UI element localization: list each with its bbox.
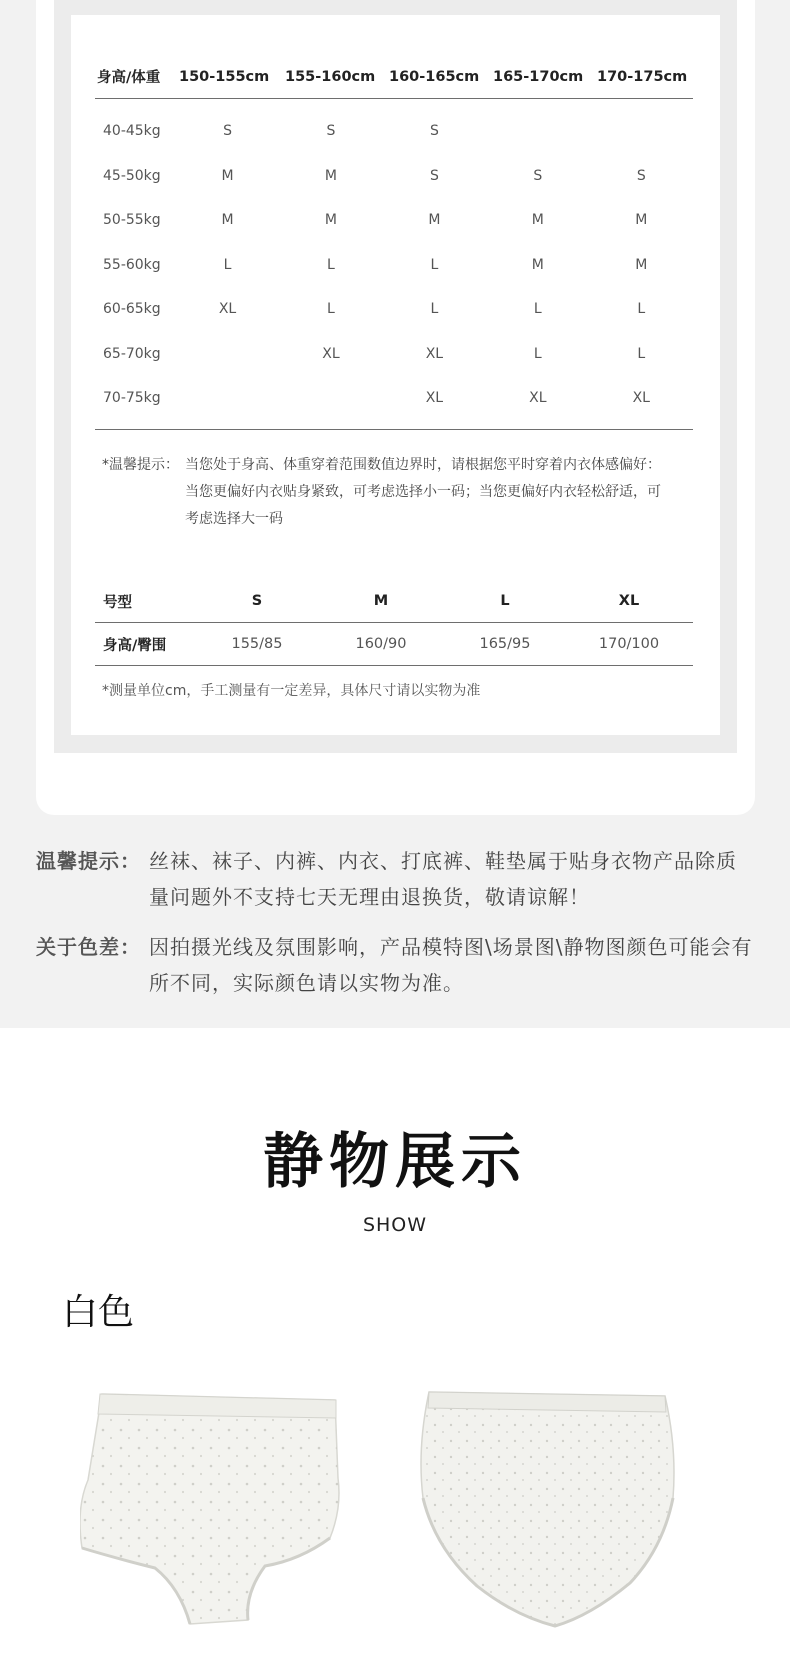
fit-row-label: 身高/臀围	[103, 637, 167, 654]
weight-label: 70-75kg	[103, 390, 161, 407]
size-tip-text: 当您处于身高、体重穿着范围数值边界时，请根据您平时穿着内衣体感偏好：当您更偏好内衣贴身紧致，可考虑选择小一码；当您更偏好内衣轻松舒适，可考虑选择大一码	[185, 457, 661, 527]
size-table-corner-label: 身高/体重	[97, 70, 161, 86]
fit-size-header: S	[251, 593, 263, 609]
fit-value-cell: 160/90	[355, 636, 407, 652]
height-header: 155-160cm	[285, 68, 376, 85]
height-header: 170-175cm	[597, 68, 688, 85]
weight-label: 40-45kg	[103, 123, 161, 140]
table-row	[95, 376, 693, 421]
table-row	[95, 287, 693, 332]
tip-text: 因拍摄光线及氛围影响，产品模特图\场景图\静物图颜色可能会有所不同，实际颜色请以实物为准。	[149, 935, 753, 995]
fit-value-cell: 170/100	[598, 636, 660, 652]
size-cell: S	[533, 167, 543, 184]
size-cell: L	[637, 301, 646, 318]
briefs-back-illustration	[415, 1388, 685, 1633]
size-cell: XL	[218, 301, 237, 318]
table-row	[95, 623, 693, 666]
size-cell: M	[635, 256, 648, 273]
size-cell: S	[326, 123, 336, 140]
size-cell: M	[221, 167, 234, 184]
size-cell: L	[637, 345, 646, 362]
section-subtitle: SHOW	[362, 1214, 428, 1236]
fit-value-cell: 155/85	[231, 636, 283, 652]
size-cell: M	[324, 167, 337, 184]
size-cell: M	[531, 256, 544, 273]
color-name: 白色	[62, 1292, 135, 1333]
table-row	[95, 154, 693, 199]
size-cell: S	[429, 167, 439, 184]
size-cell: XL	[425, 390, 444, 407]
fit-table-header	[95, 580, 693, 623]
size-chart-card	[36, 0, 755, 815]
fit-value-cell: 165/95	[479, 636, 531, 652]
size-table-body	[95, 99, 693, 430]
size-tip-note	[102, 452, 662, 533]
table-row	[95, 109, 693, 154]
tip-text: 丝袜、袜子、内裤、内衣、打底裤、鞋垫属于贴身衣物产品除质量问题外不支持七天无理由退换货，敬请谅解！	[149, 849, 737, 909]
size-cell: XL	[425, 345, 444, 362]
size-cell: S	[223, 123, 232, 140]
size-chart-panel	[71, 15, 720, 735]
still-life-section	[0, 1028, 790, 1664]
size-cell: M	[221, 212, 234, 229]
purchase-tips	[36, 843, 756, 1015]
fit-table	[95, 580, 693, 666]
measure-note: *测量单位cm，手工测量有一定差异，具体尺寸请以实物为准	[102, 683, 481, 699]
product-back-image	[415, 1388, 685, 1633]
tip-label: 温馨提示：	[36, 849, 141, 873]
size-cell: M	[635, 212, 648, 229]
size-table-header	[95, 55, 693, 99]
tip-label: 关于色差：	[36, 935, 141, 959]
section-title: 静物展示	[263, 1127, 527, 1197]
weight-label: 55-60kg	[103, 256, 161, 273]
return-policy-tip	[36, 843, 756, 915]
size-cell: XL	[529, 390, 547, 407]
briefs-front-illustration	[80, 1388, 355, 1628]
height-header: 165-170cm	[493, 68, 584, 85]
size-cell: L	[327, 256, 335, 273]
size-cell: L	[430, 256, 439, 273]
size-table	[95, 55, 693, 430]
table-row	[95, 198, 693, 243]
size-cell: XL	[322, 345, 340, 362]
size-cell: L	[533, 345, 542, 362]
weight-label: 50-55kg	[103, 212, 161, 229]
size-cell: XL	[632, 390, 650, 407]
height-header: 150-155cm	[179, 68, 270, 85]
size-cell: L	[533, 301, 542, 318]
table-row	[95, 332, 693, 377]
table-row	[95, 243, 693, 288]
height-header: 160-165cm	[389, 68, 480, 85]
weight-label: 60-65kg	[103, 301, 161, 318]
color-difference-tip	[36, 929, 756, 1001]
size-cell: M	[324, 212, 337, 229]
size-cell: L	[430, 301, 439, 318]
size-cell: L	[327, 301, 335, 318]
size-cell: M	[531, 212, 544, 229]
size-cell: S	[636, 167, 646, 184]
size-cell: L	[223, 256, 232, 273]
fit-size-header: M	[373, 593, 389, 609]
size-cell: M	[428, 212, 441, 229]
size-cell: S	[429, 123, 439, 140]
weight-label: 45-50kg	[103, 167, 161, 184]
fit-size-header: L	[500, 593, 510, 609]
size-chart-frame	[54, 0, 737, 753]
weight-label: 65-70kg	[103, 345, 161, 362]
product-front-image	[80, 1388, 355, 1628]
fit-head-label: 号型	[103, 594, 132, 611]
fit-size-header: XL	[618, 593, 640, 609]
size-tip-label: *温馨提示：	[102, 457, 179, 473]
